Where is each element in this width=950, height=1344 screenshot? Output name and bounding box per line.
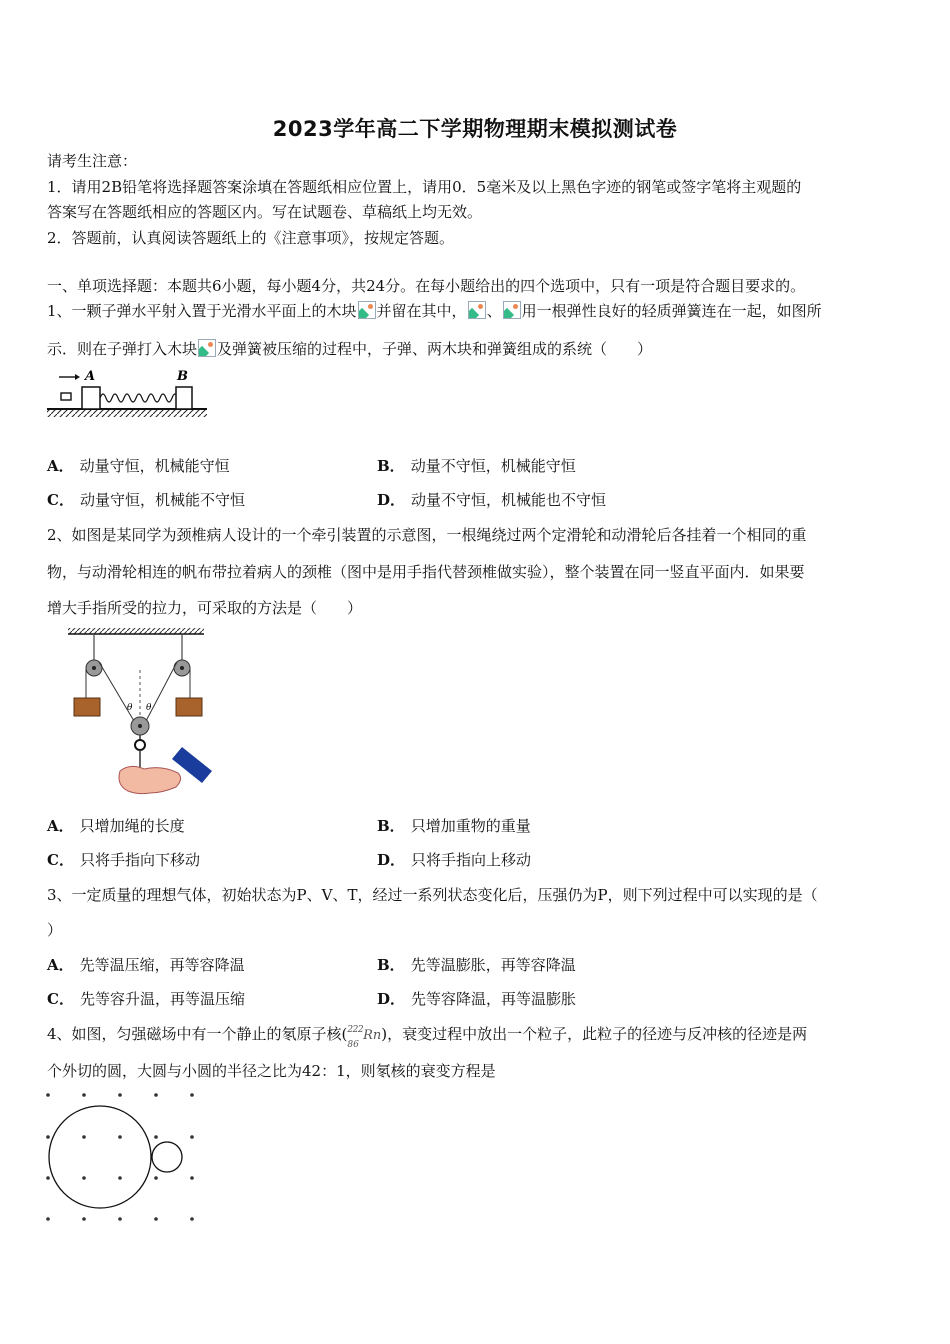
broken-image-icon xyxy=(468,301,486,319)
q2-line-3: 增大手指所受的拉力，可采取的方法是（ ） xyxy=(47,599,363,617)
field-dots xyxy=(46,1093,194,1221)
mass-number: 222 xyxy=(347,1025,364,1035)
q1-option-d[interactable] xyxy=(377,490,606,510)
option-text: 只将手指向下移动 xyxy=(79,851,200,869)
right-weight xyxy=(176,698,202,716)
small-track-circle xyxy=(152,1142,182,1172)
option-key: D． xyxy=(377,990,406,1008)
velocity-arrow-head xyxy=(75,374,80,380)
theta-right: θ xyxy=(146,703,152,713)
option-key: B． xyxy=(377,457,405,475)
block-a xyxy=(82,387,100,409)
q3-option-a[interactable] xyxy=(47,955,245,975)
option-key: D． xyxy=(377,491,406,509)
q2-option-b[interactable] xyxy=(377,816,531,836)
notice-line-1a: 1．请用2B铅笔将选择题答案涂填在答题纸相应位置上，请用0．5毫米及以上黑色字迹的钢笔或签字笔将主观题的 xyxy=(47,178,802,196)
page-title: 2023学年高二下学期物理期末模拟测试卷 xyxy=(272,117,678,141)
q2-option-c[interactable] xyxy=(47,850,200,870)
spring xyxy=(100,394,178,402)
block-a-label: A xyxy=(85,369,96,384)
option-text: 只增加绳的长度 xyxy=(79,817,185,835)
q4-text-b: )，衰变过程中放出一个粒子，此粒子的径迹与反冲核的径迹是两 xyxy=(381,1025,808,1043)
option-text: 动量不守恒，机械能也不守恒 xyxy=(411,491,607,509)
option-text: 动量不守恒，机械能守恒 xyxy=(410,457,576,475)
q1-text-f: 及弹簧被压缩的过程中，子弹、两木块和弹簧组成的系统（ ） xyxy=(217,340,653,358)
q4-line-1 xyxy=(47,1024,808,1050)
option-text: 只增加重物的重量 xyxy=(410,817,531,835)
block-b xyxy=(176,387,192,409)
radon-nuclide xyxy=(347,1025,382,1050)
option-key: A． xyxy=(47,457,74,475)
q1-option-c[interactable] xyxy=(47,490,245,510)
q3-line-1: 3、一定质量的理想气体，初始状态为P、V、T，经过一系列状态变化后，压强仍为P，则下列过程中可以实现的是（ xyxy=(47,886,818,904)
q2-line-1: 2、如图是某同学为颈椎病人设计的一个牵引装置的示意图，一根绳绕过两个定滑轮和动滑轮后各挂着一个相同的重 xyxy=(47,526,807,544)
hook-ring xyxy=(135,740,145,750)
q4-line-2: 个外切的圆，大圆与小圆的半径之比为42：1，则氡核的衰变方程是 xyxy=(47,1062,496,1080)
hand xyxy=(119,766,181,793)
left-weight xyxy=(74,698,100,716)
option-key: B． xyxy=(377,956,405,974)
q3-line-2: ） xyxy=(47,921,63,939)
ceiling-hatch xyxy=(68,628,204,634)
q1-line-2 xyxy=(47,339,652,359)
q2-pulley-figure xyxy=(62,626,212,801)
right-pulley-axle xyxy=(180,666,184,670)
option-text: 先等温膨胀，再等容降温 xyxy=(410,956,576,974)
option-key: C． xyxy=(47,851,74,869)
q2-line-2: 物，与动滑轮相连的帆布带拉着病人的颈椎（图中是用手指代替颈椎做实验），整个装置在同一竖直平面内．如果要 xyxy=(47,563,805,581)
q4-magnetic-field-figure xyxy=(40,1090,200,1225)
option-text: 先等温压缩，再等容降温 xyxy=(79,956,245,974)
block-b-label: B xyxy=(177,369,188,384)
q3-option-c[interactable] xyxy=(47,989,245,1009)
q1-text-e: 示．则在子弹打入木块 xyxy=(47,340,198,358)
option-text: 动量守恒，机械能守恒 xyxy=(79,457,230,475)
q3-option-b[interactable] xyxy=(377,955,576,975)
large-track-circle xyxy=(49,1106,151,1208)
q1-text-d: 用一根弹性良好的轻质弹簧连在一起，如图所 xyxy=(521,302,822,320)
option-key: A． xyxy=(47,817,74,835)
bullet xyxy=(61,393,71,400)
option-key: C． xyxy=(47,491,74,509)
notice-line-1b: 答案写在答题纸相应的答题区内。写在试题卷、草稿纸上均无效。 xyxy=(47,203,483,221)
q1-text-b: 并留在其中， xyxy=(376,302,467,320)
broken-image-icon xyxy=(358,301,376,319)
section-heading: 一、单项选择题：本题共6小题，每小题4分，共24分。在每小题给出的四个选项中，只有一项是符合题目要求的。 xyxy=(47,277,806,295)
element-symbol: Rn xyxy=(363,1028,382,1043)
q1-option-b[interactable] xyxy=(377,456,576,476)
option-key: C． xyxy=(47,990,74,1008)
q1-spring-blocks-figure xyxy=(45,366,210,422)
broken-image-icon xyxy=(198,339,216,357)
q2-option-d[interactable] xyxy=(377,850,531,870)
q4-text-a: 4、如图，匀强磁场中有一个静止的氡原子核( xyxy=(47,1025,348,1043)
movable-pulley-axle xyxy=(138,724,142,728)
option-text: 动量守恒，机械能不守恒 xyxy=(79,491,245,509)
q1-text-c: 、 xyxy=(486,302,502,320)
option-key: A． xyxy=(47,956,74,974)
q1-line-1 xyxy=(47,301,822,321)
notice-header: 请考生注意： xyxy=(47,152,138,170)
left-pulley-axle xyxy=(92,666,96,670)
theta-left: θ xyxy=(127,703,133,713)
q1-text-a: 1、一颗子弹水平射入置于光滑水平面上的木块 xyxy=(47,302,357,320)
q3-option-d[interactable] xyxy=(377,989,576,1009)
option-key: D． xyxy=(377,851,406,869)
q1-option-a[interactable] xyxy=(47,456,230,476)
q2-option-a[interactable] xyxy=(47,816,185,836)
option-text: 只将手指向上移动 xyxy=(411,851,532,869)
option-text: 先等容降温，再等温膨胀 xyxy=(411,990,577,1008)
option-key: B． xyxy=(377,817,405,835)
option-text: 先等容升温，再等温压缩 xyxy=(79,990,245,1008)
ground-hatch xyxy=(47,409,207,417)
notice-line-2: 2．答题前，认真阅读答题纸上的《注意事项》，按规定答题。 xyxy=(47,229,455,247)
broken-image-icon xyxy=(503,301,521,319)
atomic-number: 86 xyxy=(347,1040,359,1050)
